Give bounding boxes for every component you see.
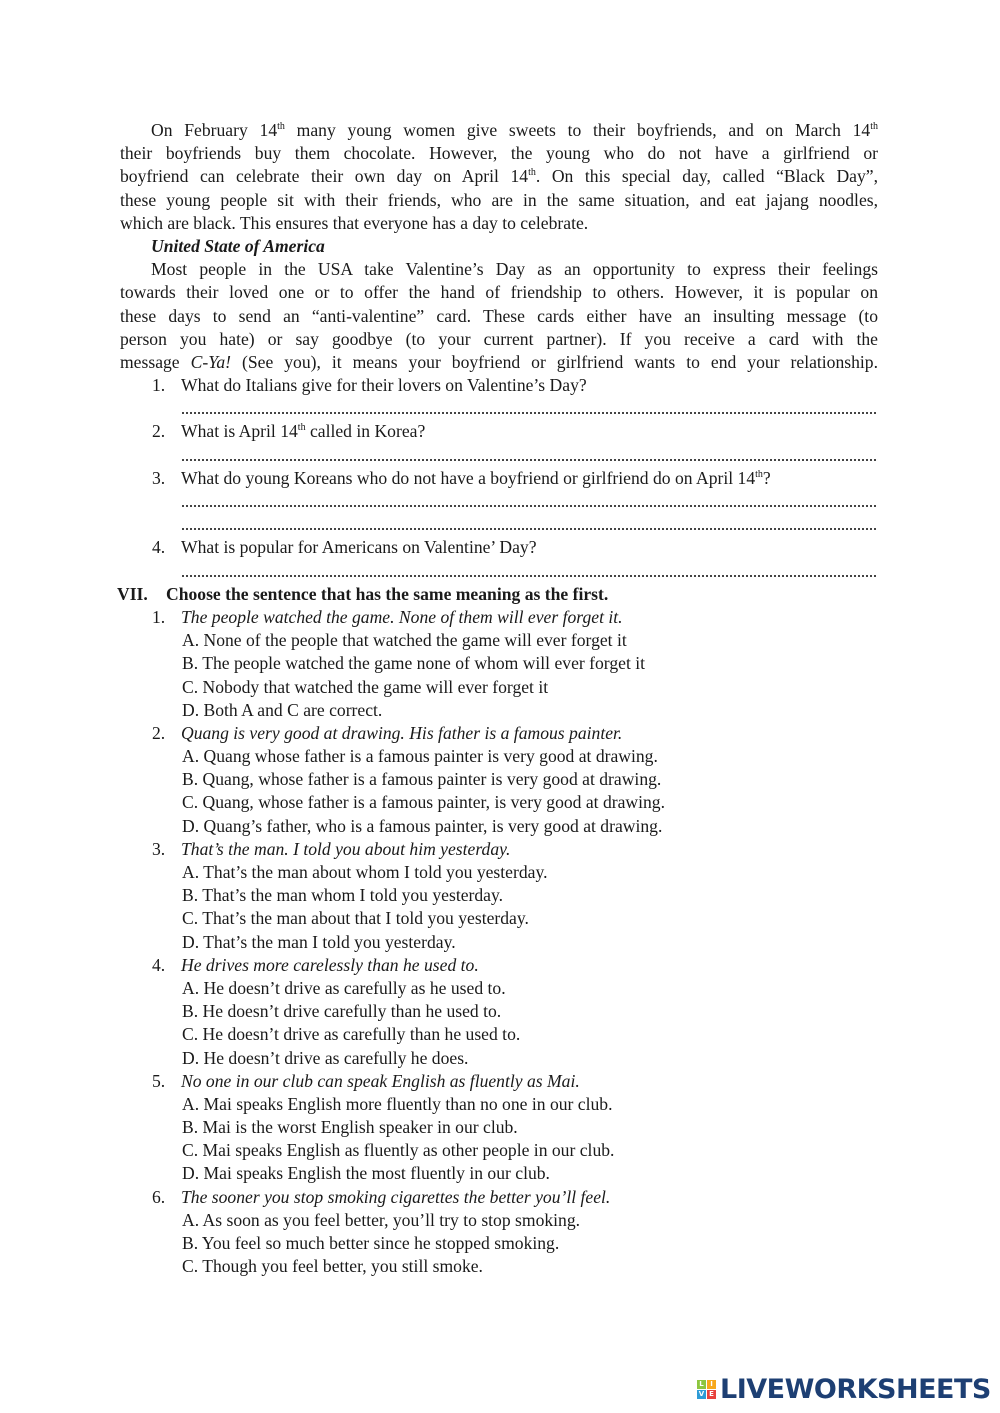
mc-option[interactable] bbox=[0, 1093, 1000, 1116]
mc-option[interactable] bbox=[0, 699, 1000, 722]
question bbox=[0, 374, 1000, 397]
liveworksheets-logo bbox=[697, 1374, 991, 1405]
option-text[interactable]: C. Nobody that watched the game will ever forget it bbox=[182, 676, 549, 697]
question-number: 1. bbox=[152, 606, 166, 627]
mc-option[interactable] bbox=[0, 1047, 1000, 1070]
worksheet-page bbox=[0, 119, 1000, 1278]
option-text[interactable]: D. He doesn’t drive as carefully he does. bbox=[182, 1047, 469, 1068]
question bbox=[0, 536, 1000, 559]
answer-dots[interactable] bbox=[182, 505, 876, 507]
question-number: 2. bbox=[152, 421, 166, 442]
option-text[interactable]: C. Mai speaks English as fluently as other people in our club. bbox=[182, 1140, 615, 1161]
reading-paragraph-usa bbox=[0, 258, 1000, 374]
mc-question bbox=[0, 1070, 1000, 1093]
mc-question bbox=[0, 606, 1000, 629]
text: On February 14 bbox=[151, 120, 278, 140]
comprehension-questions bbox=[0, 374, 1000, 583]
answer-line[interactable] bbox=[0, 513, 1000, 536]
question-text: What do Italians give for their lovers on Valentine’s Day? bbox=[181, 375, 587, 396]
option-text[interactable]: B. Quang, whose father is a famous painter is very good at drawing. bbox=[182, 769, 662, 790]
option-text[interactable]: A. That’s the man about whom I told you yesterday. bbox=[182, 862, 548, 882]
mc-option[interactable] bbox=[0, 931, 1000, 954]
option-text[interactable]: D. Quang’s father, who is a famous painter, is very good at drawing. bbox=[182, 815, 663, 836]
mc-option[interactable] bbox=[0, 1162, 1000, 1185]
mc-option[interactable] bbox=[0, 1209, 1000, 1232]
option-text[interactable]: A. As soon as you feel better, you’ll try to stop smoking. bbox=[182, 1209, 581, 1230]
text: called in Korea? bbox=[305, 421, 426, 442]
question-number: 4. bbox=[152, 954, 166, 975]
option-text[interactable]: D. Both A and C are correct. bbox=[182, 699, 383, 720]
section-heading-usa bbox=[0, 235, 1000, 258]
logo-letter-block: I bbox=[707, 1380, 716, 1389]
question bbox=[0, 420, 1000, 443]
mc-option[interactable] bbox=[0, 1139, 1000, 1162]
answer-line[interactable] bbox=[0, 490, 1000, 513]
option-text[interactable]: A. Mai speaks English more fluently than no one in our club. bbox=[182, 1093, 613, 1114]
mc-option[interactable] bbox=[0, 768, 1000, 791]
text-line bbox=[120, 119, 878, 142]
text: boyfriend can celebrate their own day on April 14 bbox=[120, 166, 529, 187]
section-title: Choose the sentence that has the same meaning as the first. bbox=[166, 583, 609, 604]
mc-option[interactable] bbox=[0, 1232, 1000, 1255]
option-text[interactable]: A. None of the people that watched the game will ever forget it bbox=[182, 630, 627, 651]
question-prompt: That’s the man. I told you about him yesterday. bbox=[181, 838, 511, 859]
text: ? bbox=[762, 467, 771, 488]
mc-option[interactable] bbox=[0, 1255, 1000, 1278]
question-prompt: The people watched the game. None of them will ever forget it. bbox=[181, 606, 623, 627]
mc-option[interactable] bbox=[0, 907, 1000, 930]
text-line: Most people in the USA take Valentine’s Day as an opportunity to express their feelings bbox=[151, 259, 878, 280]
answer-dots[interactable] bbox=[182, 575, 876, 577]
answer-dots[interactable] bbox=[182, 459, 876, 461]
heading-text: United State of America bbox=[151, 235, 325, 256]
answer-dots[interactable] bbox=[182, 412, 876, 414]
logo-letter-block: E bbox=[707, 1390, 716, 1399]
mc-option[interactable] bbox=[0, 652, 1000, 675]
question-number: 6. bbox=[152, 1186, 166, 1207]
text: (See you), it means your boyfriend or girlfriend wants to end your relationship. bbox=[231, 351, 878, 372]
question-number: 2. bbox=[152, 722, 166, 743]
question bbox=[0, 467, 1000, 490]
answer-dots[interactable] bbox=[182, 528, 876, 530]
text-line: these young people sit with their friends, who are in the same situation, and eat jajang noodles, bbox=[120, 189, 878, 210]
superscript: th bbox=[870, 121, 878, 132]
question-prompt: He drives more carelessly than he used to. bbox=[181, 954, 479, 975]
answer-line[interactable] bbox=[0, 397, 1000, 420]
logo-letter-block: V bbox=[698, 1390, 705, 1398]
text-line bbox=[120, 351, 878, 374]
mc-question bbox=[0, 1186, 1000, 1209]
question-text bbox=[181, 420, 425, 443]
question-number: 5. bbox=[152, 1070, 166, 1091]
mc-option[interactable] bbox=[0, 629, 1000, 652]
mc-question bbox=[0, 722, 1000, 745]
text: What do young Koreans who do not have a boyfriend or girlfriend do on April 14 bbox=[181, 467, 756, 488]
superscript: th bbox=[277, 121, 285, 132]
question-number: 3. bbox=[152, 838, 166, 859]
text-line: these days to send an “anti-valentine” card. These cards either have an insulting message (to bbox=[120, 305, 878, 326]
option-text[interactable]: A. Quang whose father is a famous painter is very good at drawing. bbox=[182, 746, 658, 767]
mc-option[interactable] bbox=[0, 676, 1000, 699]
question-prompt: Quang is very good at drawing. His father is a famous painter. bbox=[181, 722, 623, 743]
text: message bbox=[120, 351, 191, 372]
mc-option[interactable] bbox=[0, 815, 1000, 838]
mc-question bbox=[0, 838, 1000, 861]
mc-option[interactable] bbox=[0, 1023, 1000, 1046]
option-text[interactable]: B. That’s the man whom I told you yesterday. bbox=[182, 885, 504, 906]
question-text bbox=[181, 467, 771, 490]
text-line bbox=[120, 165, 878, 188]
mc-option[interactable] bbox=[0, 1116, 1000, 1139]
text-line: which are black. This ensures that everyone has a day to celebrate. bbox=[120, 212, 589, 233]
text: What is April 14 bbox=[181, 421, 298, 442]
option-text[interactable]: B. The people watched the game none of whom will ever forget it bbox=[182, 653, 646, 674]
option-text[interactable]: C. He doesn’t drive as carefully than he used to. bbox=[182, 1024, 521, 1045]
answer-line[interactable] bbox=[0, 444, 1000, 467]
superscript: th bbox=[528, 167, 536, 179]
mc-option[interactable] bbox=[0, 884, 1000, 907]
mc-option[interactable] bbox=[0, 745, 1000, 768]
mc-option[interactable] bbox=[0, 1000, 1000, 1023]
text: many young women give sweets to their boyfriends, and on March 14 bbox=[284, 120, 871, 140]
text-line: their boyfriends buy them chocolate. However, the young who do not have a girlfriend or bbox=[120, 143, 878, 164]
logo-text: LIVEWORKSHEETS bbox=[720, 1374, 991, 1405]
question-text: What is popular for Americans on Valentine’ Day? bbox=[181, 537, 537, 558]
option-text[interactable]: D. Mai speaks English the most fluently in our club. bbox=[182, 1163, 550, 1184]
logo-letter-block: L bbox=[697, 1380, 706, 1389]
superscript: th bbox=[755, 468, 763, 480]
multiple-choice-list bbox=[0, 606, 1000, 1278]
option-text[interactable]: D. That’s the man I told you yesterday. bbox=[182, 931, 456, 952]
option-text[interactable]: B. He doesn’t drive carefully than he used to. bbox=[182, 1001, 502, 1022]
option-text[interactable]: C. That’s the man about that I told you yesterday. bbox=[182, 908, 529, 929]
question-number: 3. bbox=[152, 467, 166, 488]
text-line: towards their loved one or to offer the hand of friendship to others. However, it is popular on bbox=[120, 282, 878, 303]
option-text[interactable]: B. You feel so much better since he stopped smoking. bbox=[182, 1233, 560, 1253]
section-number: VII. bbox=[117, 583, 148, 604]
question-number: 1. bbox=[152, 375, 166, 396]
question-prompt: The sooner you stop smoking cigarettes the better you’ll feel. bbox=[181, 1186, 611, 1207]
reading-paragraph-korea bbox=[0, 119, 1000, 235]
live-blocks-icon bbox=[697, 1380, 716, 1399]
option-text[interactable]: A. He doesn’t drive as carefully as he used to. bbox=[182, 977, 506, 998]
mc-option[interactable] bbox=[0, 861, 1000, 884]
section-vii-heading bbox=[0, 583, 1000, 606]
text-line: person you hate) or say goodbye (to your current partner). If you receive a card with the bbox=[120, 328, 878, 349]
option-text[interactable]: B. Mai is the worst English speaker in our club. bbox=[182, 1117, 518, 1138]
text: . On this special day, called “Black Day”, bbox=[535, 166, 878, 187]
italic-text: C-Ya! bbox=[190, 351, 232, 372]
question-prompt: No one in our club can speak English as fluently as Mai. bbox=[181, 1070, 580, 1091]
question-number: 4. bbox=[152, 537, 166, 558]
option-text[interactable]: C. Though you feel better, you still smoke. bbox=[182, 1256, 483, 1277]
mc-option[interactable] bbox=[0, 791, 1000, 814]
superscript: th bbox=[297, 422, 306, 434]
answer-line[interactable] bbox=[0, 560, 1000, 583]
mc-option[interactable] bbox=[0, 977, 1000, 1000]
mc-question bbox=[0, 954, 1000, 977]
option-text[interactable]: C. Quang, whose father is a famous painter, is very good at drawing. bbox=[182, 792, 666, 813]
